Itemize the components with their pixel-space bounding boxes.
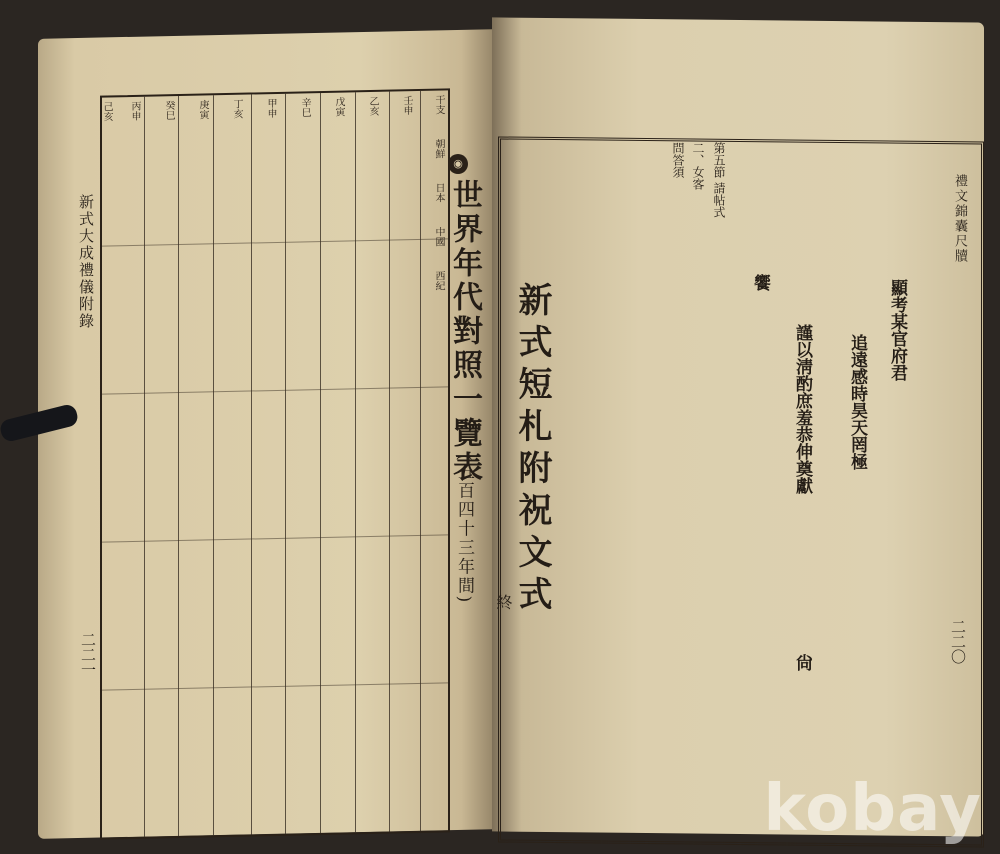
watermark-logo: kobay: [763, 772, 982, 846]
note-line: 二、女客: [691, 142, 705, 190]
table-cell: 乙亥: [367, 95, 378, 117]
left-page-number: 二二一: [79, 632, 97, 677]
header-col-3: 日本: [433, 182, 444, 203]
left-running-head: 新式大成禮儀附錄: [77, 194, 95, 330]
year-table: [100, 88, 450, 839]
table-subtitle: (五百四十三年間): [454, 454, 474, 605]
header-col-1: 干支: [433, 94, 444, 115]
table-cell: 壬申: [401, 95, 412, 116]
right-frame: [498, 136, 984, 847]
header-col-4: 中國: [433, 226, 444, 247]
note-line: 問答須: [671, 142, 685, 178]
prayer-line: 顯考某官府君: [887, 279, 907, 381]
end-title: 新式短札附祝文式: [512, 282, 552, 618]
header-col-2: 朝鮮: [433, 138, 444, 159]
prayer-line: 尙: [792, 654, 812, 671]
prayer-line: 追遠感時昊天罔極: [847, 334, 867, 470]
table-title: 世界年代對照一覽表: [447, 179, 482, 485]
table-cell: 癸巳: [163, 100, 174, 121]
right-page-number: 二二〇: [949, 619, 967, 664]
prayer-line: 謹以淸酌庶羞恭伸奠獻: [792, 324, 812, 494]
table-cell: 戊寅: [333, 96, 344, 117]
bullet-seal-icon: ◉: [448, 154, 468, 174]
table-cell: 庚寅: [197, 99, 208, 120]
note-line: 第五節 請帖式: [712, 142, 726, 218]
header-col-5: 西紀: [433, 270, 444, 291]
right-running-head: 禮文錦囊尺牘: [952, 174, 967, 264]
table-cell: 己亥: [101, 101, 112, 122]
table-cell: 甲申: [265, 97, 276, 119]
open-book: [30, 14, 985, 844]
prayer-line: 饗: [750, 274, 770, 291]
table-cell: 辛巳: [299, 97, 310, 118]
end-mark: 終: [494, 594, 513, 610]
table-cell: 丁亥: [231, 98, 242, 119]
table-cell: 丙申: [129, 100, 140, 122]
